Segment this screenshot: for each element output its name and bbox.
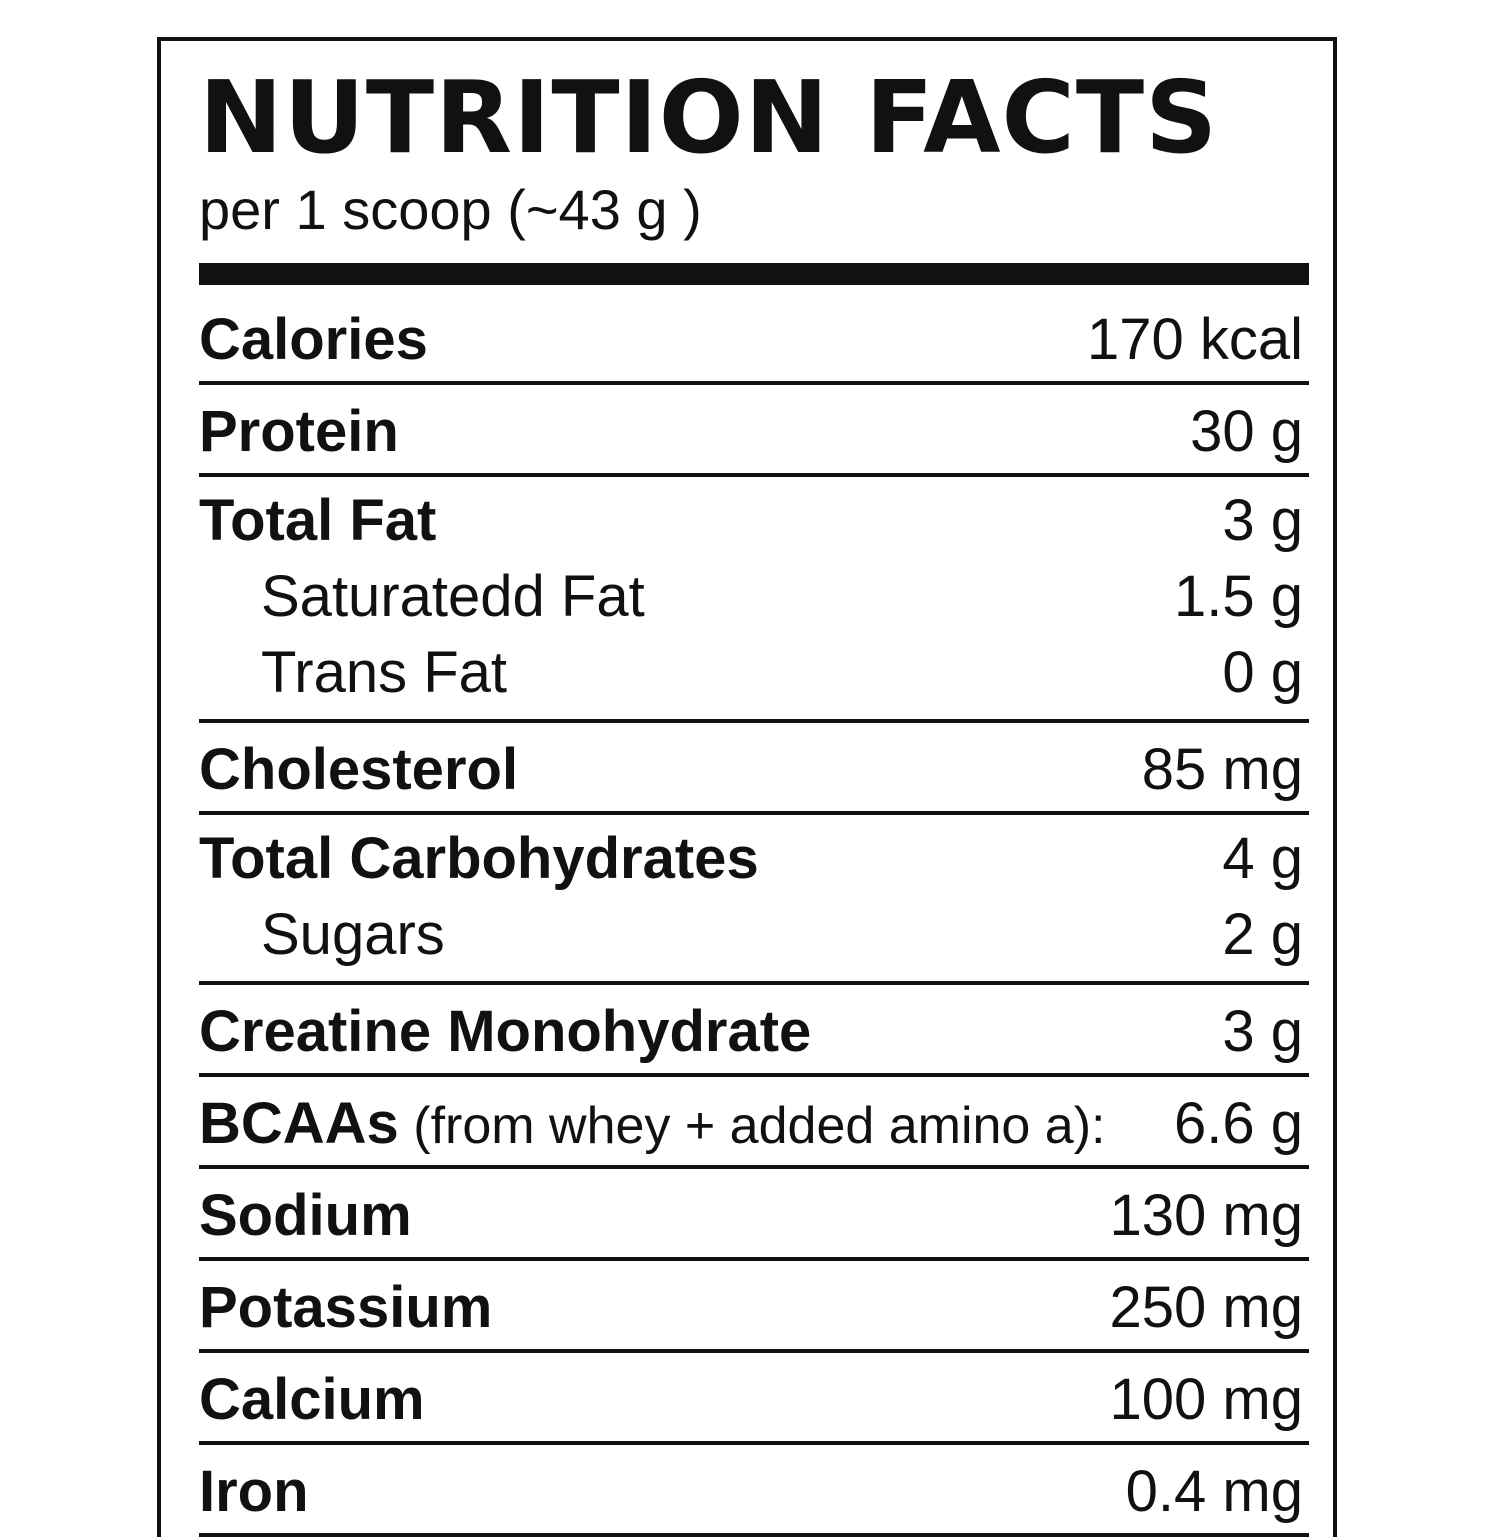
- nutrient-name: Calories: [199, 307, 428, 372]
- nutrient-amount: 30 g: [1190, 399, 1303, 464]
- nutrient-name: Total Carbohydrates: [199, 826, 759, 891]
- nutrient-row-sodium: [199, 1175, 1309, 1261]
- nutrient-row-creatine: [199, 991, 1309, 1077]
- sub-nutrient-name: Trans Fat: [261, 640, 508, 705]
- nutrient-amount: 170 kcal: [1086, 307, 1303, 372]
- nutrient-row-total-fat: [199, 483, 1309, 723]
- nutrient-name: Potassium: [199, 1275, 493, 1340]
- nutrient-amount: 130 mg: [1109, 1183, 1303, 1248]
- nutrient-amount: 3 g: [1222, 999, 1303, 1064]
- nutrient-qualifier: (from whey + added amino a):: [398, 1097, 1106, 1155]
- nutrient-amount: 250 mg: [1109, 1275, 1303, 1340]
- label-title: NUTRITION FACTS: [199, 59, 1219, 176]
- nutrient-amount: 85 mg: [1141, 737, 1303, 802]
- nutrient-row-total-carbohydrates: [199, 821, 1309, 985]
- nutrient-name: Cholesterol: [199, 737, 519, 802]
- serving-size: per 1 scoop (~43 g ): [199, 178, 702, 241]
- nutrient-row-bcaas: [199, 1083, 1309, 1169]
- nutrient-amount: 6.6 g: [1174, 1091, 1303, 1156]
- nutrient-name: Sodium: [199, 1183, 412, 1248]
- nutrient-row-calcium: [199, 1359, 1309, 1445]
- nutrient-name: Creatine Monohydrate: [199, 999, 812, 1064]
- nutrient-amount: 4 g: [1222, 826, 1303, 891]
- sub-nutrient-amount: 1.5 g: [1174, 564, 1303, 629]
- nutrition-label: [157, 37, 1337, 1537]
- sub-nutrient-name: Sugars: [261, 902, 445, 967]
- nutrient-row-calories: [199, 299, 1309, 385]
- sub-nutrient-amount: 2 g: [1222, 902, 1303, 967]
- sub-nutrient-amount: 0 g: [1222, 640, 1303, 705]
- nutrient-name: Calcium: [199, 1367, 425, 1432]
- nutrient-row-iron: [199, 1451, 1309, 1537]
- nutrient-amount: 100 mg: [1109, 1367, 1303, 1432]
- nutrient-amount: 0.4 mg: [1125, 1459, 1303, 1524]
- nutrient-name: Iron: [199, 1459, 309, 1524]
- nutrient-table: [199, 293, 1309, 1537]
- nutrient-amount: 3 g: [1222, 488, 1303, 553]
- nutrient-name: BCAAs: [199, 1091, 399, 1156]
- sub-nutrient-name: Saturatedd Fat: [261, 564, 645, 629]
- nutrient-name: Total Fat: [199, 488, 437, 553]
- nutrient-name: Protein: [199, 399, 399, 464]
- thick-divider: [199, 263, 1309, 285]
- nutrient-row-protein: [199, 391, 1309, 477]
- nutrient-row-cholesterol: [199, 729, 1309, 815]
- nutrient-name-group: [199, 1083, 1105, 1167]
- nutrient-row-potassium: [199, 1267, 1309, 1353]
